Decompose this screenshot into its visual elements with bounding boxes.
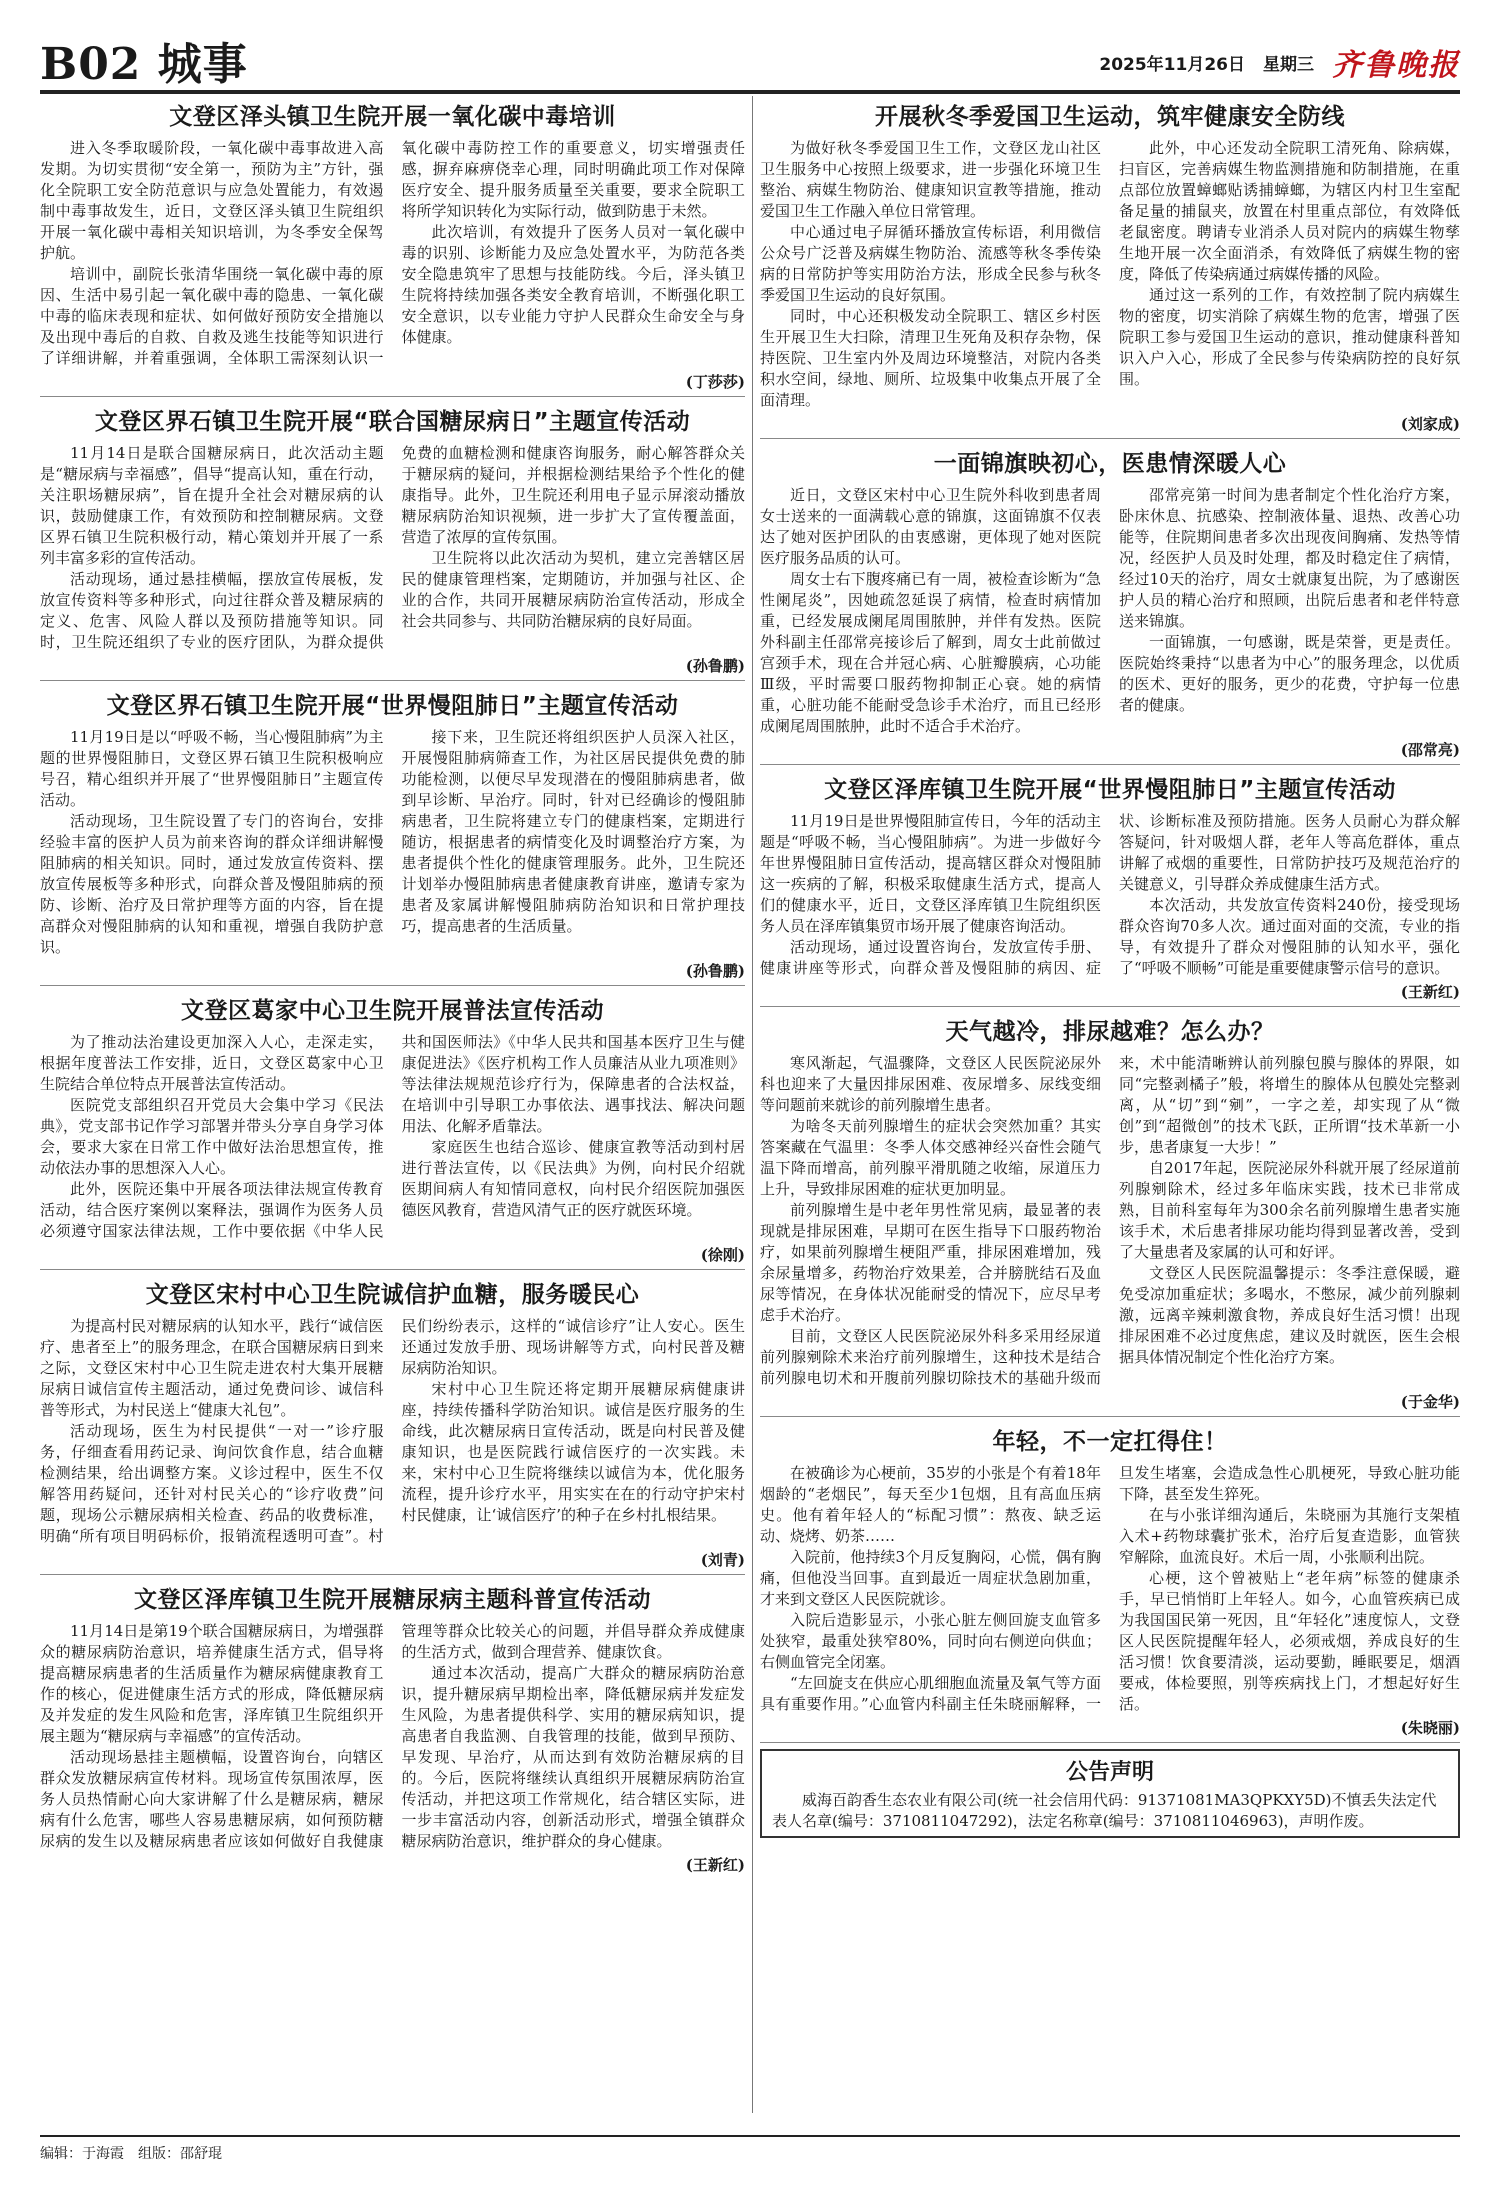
article-paragraph: 心梗，这个曾被贴上“老年病”标签的健康杀手，早已悄悄盯上年轻人。如今，心血管疾病已成为我国国民第一死因，且“年轻化”速度惊人，文登区人民医院提醒年轻人，必须戒烟，养成良好的生活习惯！饮食要清淡，运动要勤，睡眠要足，烟酒要戒，体检要照，别等疾病找上门，才想起好好生活。	[1119, 1569, 1460, 1713]
article-paragraph: 接下来，卫生院还将组织医护人员深入社区，开展慢阻肺病筛查工作，为社区居民提供免费的肺功能检测，以便尽早发现潜在的慢阻肺病患者，做到早诊断、早治疗。同时，针对已经确诊的慢阻肺病患者，卫生院将建立专门的健康档案，定期进行随访，根据患者的病情变化及时调整治疗方案，为患者提供个性化的健康管理服务。此外，卫生院还计划举办慢阻肺病患者健康教育讲座，邀请专家为患者及家属讲解慢阻肺病防治知识和日常护理技巧，提高患者的生活质量。	[401, 728, 745, 935]
article-paragraph: 宋村中心卫生院还将定期开展糖尿病健康讲座，持续传播科学防治知识。诚信是医疗服务的生命线，此次糖尿病日宣传活动，既是向村民普及健康知识，也是医院践行诚信医疗的一次实践。未来，宋村中心卫生院将继续以诚信为本，优化服务流程，提升诊疗水平，用实实在在的行动守护宋村村民健康，让‘诚信医疗’的种子在乡村扎根结果。	[401, 1380, 745, 1524]
article-byline: (王新红)	[1400, 983, 1460, 1001]
article-paragraph: 11月19日是以“呼吸不畅，当心慢阻肺病”为主题的世界慢阻肺日，文登区界石镇卫生院积极响应号召，精心组织并开展了“世界慢阻肺日”主题宣传活动。	[40, 728, 384, 809]
article	[760, 769, 1460, 1007]
article-paragraph: 11月14日是第19个联合国糖尿病日，为增强群众的糖尿病防治意识，培养健康生活方式，倡导将提高糖尿病患者的生活质量作为糖尿病健康教育工作的核心，促进健康生活方式的形成，降低糖尿病及并发症的发生风险和危害，泽库镇卫生院组织开展主题为“糖尿病与幸福感”的宣传活动。	[40, 1622, 384, 1745]
article-paragraph: 中心通过电子屏循环播放宣传标语，利用微信公众号广泛普及病媒生物防治、流感等秋冬季传染病的日常防护等实用防治方法，形成全民参与秋冬季爱国卫生运动的良好氛围。	[760, 223, 1101, 304]
article-paragraph: 活动现场，卫生院设置了专门的咨询台，安排经验丰富的医护人员为前来咨询的群众详细讲解慢阻肺病的相关知识。同时，通过发放宣传资料、摆放宣传展板等多种形式，向群众普及慢阻肺病的预防、诊断、治疗及日常护理等方面的内容，旨在提高群众对慢阻肺病的认知和重视，增强自我防护意识。	[40, 812, 384, 956]
article-paragraph: 活动现场，医生为村民提供“一对一”诊疗服务，仔细查看用药记录、询问饮食作息，结合血糖检测结果，给出调整方案。义诊过程中，医生不仅解答用药疑问，还针对村民关心的“诊疗收费”问题，现场公示糖尿病相关检查、药品的收费标准，明确“所有项目明码标价，报销流程透明可查”。村民们纷纷表示，这样的“诚信诊疗”让人安心。医生还通过发放手册、现场讲解等方式，向村民普及糖尿病防治知识。	[40, 1317, 745, 1545]
article-body	[40, 727, 745, 958]
article-body	[40, 443, 745, 653]
article-paragraph: 医院党支部组织召开党员大会集中学习《民法典》，党支部书记作学习部署并带头分享自身学习体会，要求大家在日常工作中做好法治思想宣传，推动依法办事的思想深入人心。	[40, 1096, 384, 1177]
article-headline: 文登区宋村中心卫生院诚信护血糖，服务暖民心	[145, 1282, 640, 1308]
article-byline: (邵常亮)	[1400, 741, 1460, 759]
article-paragraph: 一面锦旗，一句感谢，既是荣誉，更是责任。医院始终秉持“以患者为中心”的服务理念，以优质的医术、更好的服务，更少的花费，守护每一位患者的健康。	[1119, 633, 1460, 714]
article-paragraph: “左回旋支在供应心肌细胞血流量及氧气等方面具有重要作用。”心血管内科副主任朱晓丽解释，一旦发生堵塞，会造成急性心肌梗死，导致心脏功能下降，甚至发生猝死。	[760, 1464, 1460, 1713]
article-byline: (孙鲁鹏)	[685, 657, 745, 675]
article	[40, 1579, 745, 1879]
article-paragraph: 通过这一系列的工作，有效控制了院内病媒生物的密度，切实消除了病媒生物的危害，增强了医院职工参与爱国卫生运动的意识，推动健康科普知识入户入心，形成了全民参与传染病防控的良好氛围。	[1119, 286, 1460, 388]
article	[40, 1274, 745, 1575]
article-byline: (于金华)	[1400, 1393, 1460, 1411]
article-headline: 开展秋冬季爱国卫生运动，筑牢健康安全防线	[875, 104, 1345, 130]
page-footer	[40, 2135, 1460, 2163]
article-headline: 文登区泽头镇卫生院开展一氧化碳中毒培训	[169, 104, 616, 130]
article-paragraph: 卫生院将以此次活动为契机，建立完善辖区居民的健康管理档案，定期随访，并加强与社区、企业的合作，共同开展糖尿病防治宣传活动，形成全社会共同参与、共同防治糖尿病的良好局面。	[401, 549, 745, 630]
right-column	[760, 96, 1460, 2113]
article-headline: 天气越冷，排尿越难？怎么办？	[945, 1019, 1275, 1045]
article-byline: (孙鲁鹏)	[685, 962, 745, 980]
column-divider	[752, 96, 753, 2113]
article-byline: (刘家成)	[1400, 415, 1460, 433]
article-paragraph: 为啥冬天前列腺增生的症状会突然加重？其实答案藏在气温里：冬季人体交感神经兴奋性会随气温下降而增高，前列腺平滑肌随之收缩，尿道压力上升，导致排尿困难的症状更加明显。	[760, 1117, 1101, 1198]
notice-text: 威海百韵香生态农业有限公司(统一社会信用代码：91371081MA3QPKXY5D)不慎丢失法定代表人名章(编号：3710811047292)，法定名称章(编号：3710811046963)，声明作废。	[772, 1791, 1437, 1830]
article-paragraph: 此次培训，有效提升了医务人员对一氧化碳中毒的识别、诊断能力及应急处置水平，为防范各类安全隐患筑牢了思想与技能防线。今后，泽头镇卫生院将持续加强各类安全教育培训，不断强化职工安全意识，以专业能力守护人民群众生命安全与身体健康。	[401, 223, 745, 346]
masthead	[40, 20, 1460, 94]
masthead-info	[1099, 40, 1460, 84]
article-paragraph: 目前，文登区人民医院泌尿外科多采用经尿道前列腺剜除术来治疗前列腺增生，这种技术是结合前列腺电切术和开腹前列腺切除技术的基础升级而来，术中能清晰辨认前列腺包膜与腺体的界限，如同“完整剥橘子”般，将增生的腺体从包膜处完整剥离，从“切”到“剜”，一字之差，却实现了从“微创”到“超微创”的技术飞跃，正所谓“技术革新一小步，患者康复一大步！”	[760, 1054, 1460, 1387]
article-body	[760, 811, 1460, 979]
article-paragraph: 11月14日是联合国糖尿病日，此次活动主题是“糖尿病与幸福感”，倡导“提高认知，重在行动，关注职场糖尿病”，旨在提升全社会对糖尿病的认识，鼓励健康工作，有效预防和控制糖尿病。文登区界石镇卫生院积极行动，精心策划并开展了一系列丰富多彩的宣传活动。	[40, 444, 384, 567]
article	[760, 443, 1460, 765]
article	[760, 1421, 1460, 1743]
article-paragraph: 寒风渐起，气温骤降，文登区人民医院泌尿外科也迎来了大量因排尿困难、夜尿增多、尿线变细等问题前来就诊的前列腺增生患者。	[760, 1054, 1101, 1114]
article-paragraph: 为做好秋冬季爱国卫生工作，文登区龙山社区卫生服务中心按照上级要求，进一步强化环境卫生整治、病媒生物防治、健康知识宣教等措施，推动爱国卫生工作融入单位日常管理。	[760, 139, 1101, 220]
article	[40, 401, 745, 681]
article-paragraph: 入院前，他持续3个月反复胸闷，心慌，偶有胸痛，但他没当回事。直到最近一周症状急剧加重，才来到文登区人民医院就诊。	[760, 1548, 1101, 1608]
article-byline: (丁莎莎)	[685, 373, 745, 391]
article-paragraph: 在与小张详细沟通后，朱晓丽为其施行支架植入术+药物球囊扩张术，治疗后复查造影，血管狭窄解除，血流良好。术后一周，小张顺利出院。	[1119, 1506, 1460, 1566]
article-paragraph: 培训中，副院长张清华围绕一氧化碳中毒的原因、生活中易引起一氧化碳中毒的隐患、一氧化碳中毒的临床表现和症状、如何做好预防安全措施以及出现中毒后的自救、自救及逃生技能等知识进行了详细讲解，并着重强调，全体职工需深刻认识一氧化碳中毒防控工作的重要意义，切实增强责任感，摒弃麻痹侥幸心理，同时明确此项工作对保障医疗安全、提升服务质量至关重要，要求全院职工将所学知识转化为实际行动，做到防患于未然。	[40, 139, 745, 367]
article-paragraph: 近日，文登区宋村中心卫生院外科收到患者周女士送来的一面满载心意的锦旗，这面锦旗不仅表达了她对医护团队的由衷感谢，更体现了她对医院医疗服务品质的认可。	[760, 486, 1101, 567]
issue-date: 2025年11月26日	[1099, 54, 1245, 75]
article-byline: (徐刚)	[700, 1246, 745, 1264]
article-body	[40, 1032, 745, 1242]
article-body	[760, 1053, 1460, 1389]
article	[40, 96, 745, 397]
newspaper-logo: 齐鲁晚报	[1332, 48, 1460, 83]
article-byline: (王新红)	[685, 1856, 745, 1874]
article-paragraph: 在被确诊为心梗前，35岁的小张是个有着18年烟龄的“老烟民”，每天至少1包烟，且有高血压病史。他有着年轻人的“标配习惯”：熬夜、缺乏运动、烧烤、奶茶……	[760, 1464, 1101, 1545]
article-headline: 文登区界石镇卫生院开展“联合国糖尿病日”主题宣传活动	[94, 409, 691, 435]
article-body	[760, 138, 1460, 411]
article-headline: 文登区泽库镇卫生院开展糖尿病主题科普宣传活动	[134, 1587, 651, 1613]
article-paragraph: 活动现场悬挂主题横幅，设置咨询台，向辖区群众发放糖尿病宣传材料。现场宣传氛围浓厚，医务人员热情耐心向大家讲解了什么是糖尿病，糖尿病有什么危害，哪些人容易患糖尿病，如何预防糖尿病的发生以及糖尿病患者应该如何做好自我健康管理等群众比较关心的问题，并倡导群众养成健康的生活方式，做到合理营养、健康饮食。	[40, 1622, 745, 1850]
article	[760, 96, 1460, 439]
article-paragraph: 入院后造影显示，小张心脏左侧回旋支血管多处狭窄，最重处狭窄80%，同时向右侧逆向供血；右侧血管完全闭塞。	[760, 1611, 1101, 1671]
article-paragraph: 文登区人民医院温馨提示：冬季注意保暖，避免受凉加重症状；多喝水，不憋尿，减少前列腺刺激，远离辛辣刺激食物，养成良好生活习惯！出现排尿困难不必过度焦虑，建议及时就医，医生会根据具体情况制定个性化治疗方案。	[1119, 1264, 1460, 1366]
article-paragraph: 进入冬季取暖阶段，一氧化碳中毒事故进入高发期。为切实贯彻“安全第一，预防为主”方针，强化全院职工安全防范意识与应急处置能力，有效遏制中毒事故发生，近日，文登区泽头镇卫生院组织开展一氧化碳中毒相关知识培训，为冬季安全保驾护航。	[40, 139, 384, 262]
article-body	[760, 485, 1460, 737]
issue-weekday: 星期三	[1263, 54, 1314, 75]
article-paragraph: 自2017年起，医院泌尿外科就开展了经尿道前列腺剜除术，经过多年临床实践，技术已非常成熟，目前科室每年为300余名前列腺增生患者实施该手术，术后患者排尿功能均得到显著改善，受到了大量患者及家属的认可和好评。	[1119, 1159, 1460, 1261]
article-paragraph: 此外，医院还集中开展各项法律法规宣传教育活动，结合医疗案例以案释法，强调作为医务人员必须遵守国家法律法规，工作中要依据《中华人民共和国医师法》《中华人民共和国基本医疗卫生与健康促进法》《医疗机构工作人员廉洁从业九项准则》等法律法规规范诊疗行为，保障患者的合法权益，在培训中引导职工办事依法、遇事找法、解决问题用法、化解矛盾靠法。	[40, 1033, 745, 1240]
article	[760, 1011, 1460, 1417]
article-headline: 文登区葛家中心卫生院开展普法宣传活动	[181, 998, 604, 1024]
article-paragraph: 本次活动，共发放宣传资料240份，接受现场群众咨询70多人次。通过面对面的交流，专业的指导，有效提升了群众对慢阻肺的认知水平，强化了“呼吸不顺畅”可能是重要健康警示信号的意识。	[1119, 896, 1460, 977]
article-paragraph: 活动现场，通过设置咨询台，发放宣传手册、健康讲座等形式，向群众普及慢阻肺的病因、症状、诊断标准及预防措施。医务人员耐心为群众解答疑问，针对吸烟人群，老年人等高危群体，重点讲解了戒烟的重要性，日常防护技巧及规范治疗的关键意义，引导群众养成健康生活方式。	[760, 812, 1460, 977]
public-notice	[760, 1749, 1460, 1838]
article-paragraph: 周女士右下腹疼痛已有一周，被检查诊断为“急性阑尾炎”，因她疏忽延误了病情，检查时病情加重，已经发展成阑尾周围脓肿，并伴有发热。医院外科副主任邵常亮接诊后了解到，周女士此前做过宫颈手术，现在合并冠心病、心脏瓣膜病，心功能Ⅲ级，平时需要口服药物抑制正心衰。她的病情重，心脏功能不能耐受急诊手术治疗，而且已经形成阑尾周围脓肿，此时不适合手术治疗。	[760, 570, 1101, 735]
article-headline: 文登区泽库镇卫生院开展“世界慢阻肺日”主题宣传活动	[824, 777, 1396, 803]
article-headline: 年轻，不一定扛得住！	[992, 1429, 1228, 1455]
article-paragraph: 此外，中心还发动全院职工清死角、除病媒，扫盲区，完善病媒生物监测措施和防制措施，在重点部位放置蟑螂贴诱捕蟑螂，为辖区内村卫生室配备足量的捕鼠夹，放置在村里重点部位，有效降低老鼠密度。聘请专业消杀人员对院内的病媒生物孳生地开展一次全面消杀，有效降低了病媒生物的密度，降低了传染病通过病媒传播的风险。	[1119, 139, 1460, 283]
article-headline: 文登区界石镇卫生院开展“世界慢阻肺日”主题宣传活动	[106, 693, 679, 719]
article-paragraph: 为提高村民对糖尿病的认知水平，践行“诚信医疗、患者至上”的服务理念，在联合国糖尿病日到来之际，文登区宋村中心卫生院走进农村大集开展糖尿病日诚信宣传主题活动，通过免费问诊、诚信科普等形式，为村民送上“健康大礼包”。	[40, 1317, 384, 1419]
article	[40, 685, 745, 986]
article-body	[40, 1621, 745, 1852]
article-paragraph: 家庭医生也结合巡诊、健康宣教等活动到村居进行普法宣传，以《民法典》为例，向村民介绍就医期间病人有知情同意权，向村民介绍医院加强医德医风教育，营造风清气正的医疗就医环境。	[401, 1138, 745, 1219]
article-body	[40, 138, 745, 369]
article-headline: 一面锦旗映初心，医患情深暖人心	[933, 451, 1287, 477]
article-byline: (朱晓丽)	[1400, 1719, 1460, 1737]
editor-credits: 编辑：于海霞 组版：邵舒琨	[40, 2146, 222, 2162]
article-paragraph: 同时，中心还积极发动全院职工、辖区乡村医生开展卫生大扫除，清理卫生死角及积存杂物，保持医院、卫生室内外及周边环境整洁，对院内各类积水空间，绿地、厕所、垃圾集中收集点开展了全面清理。	[760, 307, 1101, 409]
article-paragraph: 为了推动法治建设更加深入人心，走深走实，根据年度普法工作安排，近日，文登区葛家中心卫生院结合单位特点开展普法宣传活动。	[40, 1033, 384, 1093]
article-byline: (刘青)	[700, 1551, 745, 1569]
article-paragraph: 活动现场，通过悬挂横幅，摆放宣传展板，发放宣传资料等多种形式，向过往群众普及糖尿病的定义、危害、风险人群以及预防措施等知识。同时，卫生院还组织了专业的医疗团队，为群众提供免费的血糖检测和健康咨询服务，耐心解答群众关于糖尿病的疑问，并根据检测结果给予个性化的健康指导。此外，卫生院还利用电子显示屏滚动播放糖尿病防治知识视频，进一步扩大了宣传覆盖面，营造了浓厚的宣传氛围。	[40, 444, 745, 651]
article	[40, 990, 745, 1270]
article-body	[40, 1316, 745, 1547]
article-body	[760, 1463, 1460, 1715]
article-paragraph: 前列腺增生是中老年男性常见病，最显著的表现就是排尿困难，早期可在医生指导下口服药物治疗，如果前列腺增生梗阻严重，排尿困难增加，残余尿量增多，药物治疗效果差，合并膀胱结石及血尿等情况，在身体状况能耐受的情况下，应尽早考虑手术治疗。	[760, 1201, 1101, 1324]
article-paragraph: 邵常亮第一时间为患者制定个性化治疗方案，卧床休息、抗感染、控制液体量、退热、改善心功能等，住院期间患者多次出现夜间胸痛、发热等情况，经医护人员及时处理，都及时稳定住了病情，经过10天的治疗，周女士就康复出院，为了感谢医护人员的精心治疗和照顾，出院后患者和老伴特意送来锦旗。	[1119, 486, 1460, 630]
article-paragraph: 通过本次活动，提高广大群众的糖尿病防治意识，提升糖尿病早期检出率，降低糖尿病并发症发生风险，为患者提供科学、实用的糖尿病知识，提高患者自我监测、自我管理的技能，做到早预防、早发现、早治疗，从而达到有效防治糖尿病的目的。今后，医院将继续认真组织开展糖尿病防治宣传活动，并把这项工作常规化，结合辖区实际，进一步丰富活动内容，创新活动形式，增强全镇群众糖尿病防治意识，维护群众的身心健康。	[401, 1664, 745, 1850]
notice-title: 公告声明	[1065, 1760, 1154, 1785]
section-title: B02 城事	[40, 39, 248, 90]
article-paragraph: 11月19日是世界慢阻肺宣传日，今年的活动主题是“呼吸不畅，当心慢阻肺病”。为进一步做好今年世界慢阻肺日宣传活动，提高辖区群众对慢阻肺这一疾病的了解，积极采取健康生活方式，提高人们的健康水平，近日，文登区泽库镇卫生院组织医务人员在泽库镇集贸市场开展了健康咨询活动。	[760, 812, 1101, 935]
left-column	[40, 96, 745, 2113]
